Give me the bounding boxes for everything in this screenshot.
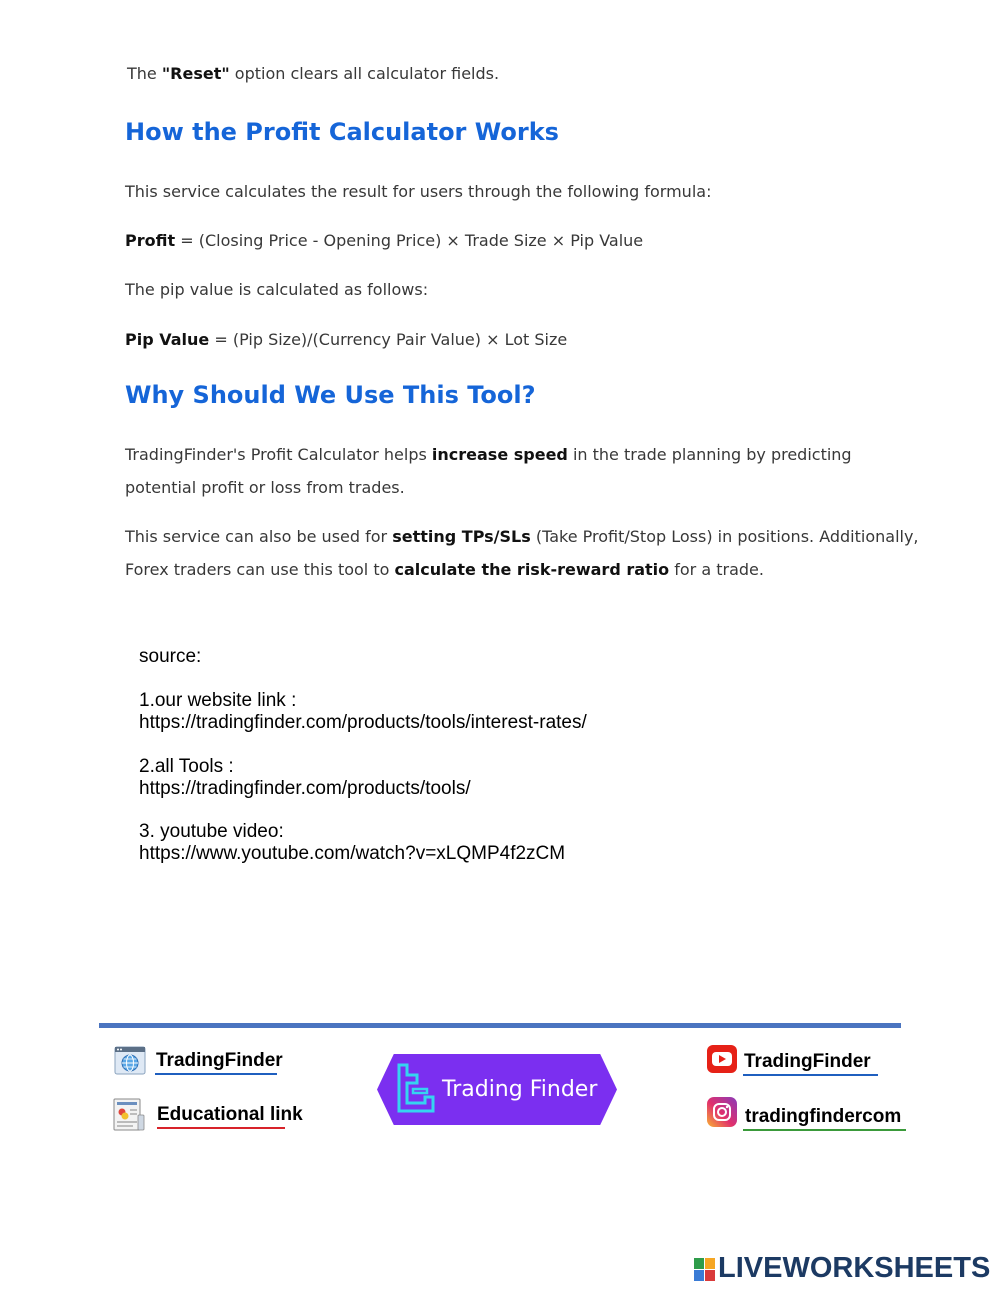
footer-divider [99,1023,901,1028]
source-item-1-link[interactable]: https://tradingfinder.com/products/tools/interest-rates/ [139,712,587,733]
source-item-1-label: 1.our website link : [139,690,297,711]
source-item-3-label: 3. youtube video: [139,821,284,842]
trading-finder-mark-icon [395,1063,435,1121]
website-link-underline [155,1073,277,1075]
pip-intro: The pip value is calculated as follows: [125,280,429,299]
youtube-link[interactable]: TradingFinder [744,1051,871,1072]
website-link[interactable]: TradingFinder [156,1050,283,1071]
educational-link-underline [157,1127,285,1129]
pip-value-label: Pip Value [125,330,210,349]
profit-formula: Profit = (Closing Price - Opening Price) × Trade Size × Pip Value [125,231,644,250]
formula-intro: This service calculates the result for users through the following formula: [125,182,712,201]
source-item-2-label: 2.all Tools : [139,756,234,777]
benefit-paragraph-2: This service can also be used for setting TPs/SLs (Take Profit/Stop Loss) in positions. Additionally, Forex traders can use this tool to calculate the risk-reward ratio for a trade. [125,527,919,579]
globe-icon [114,1044,146,1080]
document-icon [111,1097,147,1137]
reset-keyword: "Reset" [161,64,230,83]
instagram-icon [707,1097,737,1131]
youtube-icon [707,1045,737,1077]
reset-note: The "Reset" option clears all calculator fields. [127,64,500,83]
source-item-2-link[interactable]: https://tradingfinder.com/products/tools/ [139,778,471,799]
liveworksheets-watermark: LIVEWORKSHEETS [718,1252,991,1284]
source-heading: source: [139,646,202,667]
section-title-how-it-works: How the Profit Calculator Works [125,118,559,146]
section-title-why-use: Why Should We Use This Tool? [125,381,536,409]
instagram-link-underline [743,1129,906,1131]
youtube-link-underline [743,1074,878,1076]
instagram-link[interactable]: tradingfindercom [745,1106,902,1127]
source-item-3-link[interactable]: https://www.youtube.com/watch?v=xLQMP4f2zCM [139,843,566,864]
educational-link[interactable]: Educational link [157,1104,303,1125]
logo-text: Trading Finder [442,1077,598,1102]
benefit-paragraph-1: TradingFinder's Profit Calculator helps increase speed in the trade planning by predicting potential profit or loss from trades. [125,445,852,497]
pip-formula: Pip Value = (Pip Size)/(Currency Pair Value) × Lot Size [125,330,568,349]
liveworksheets-logo-icon [694,1258,716,1286]
profit-label: Profit [125,231,176,250]
